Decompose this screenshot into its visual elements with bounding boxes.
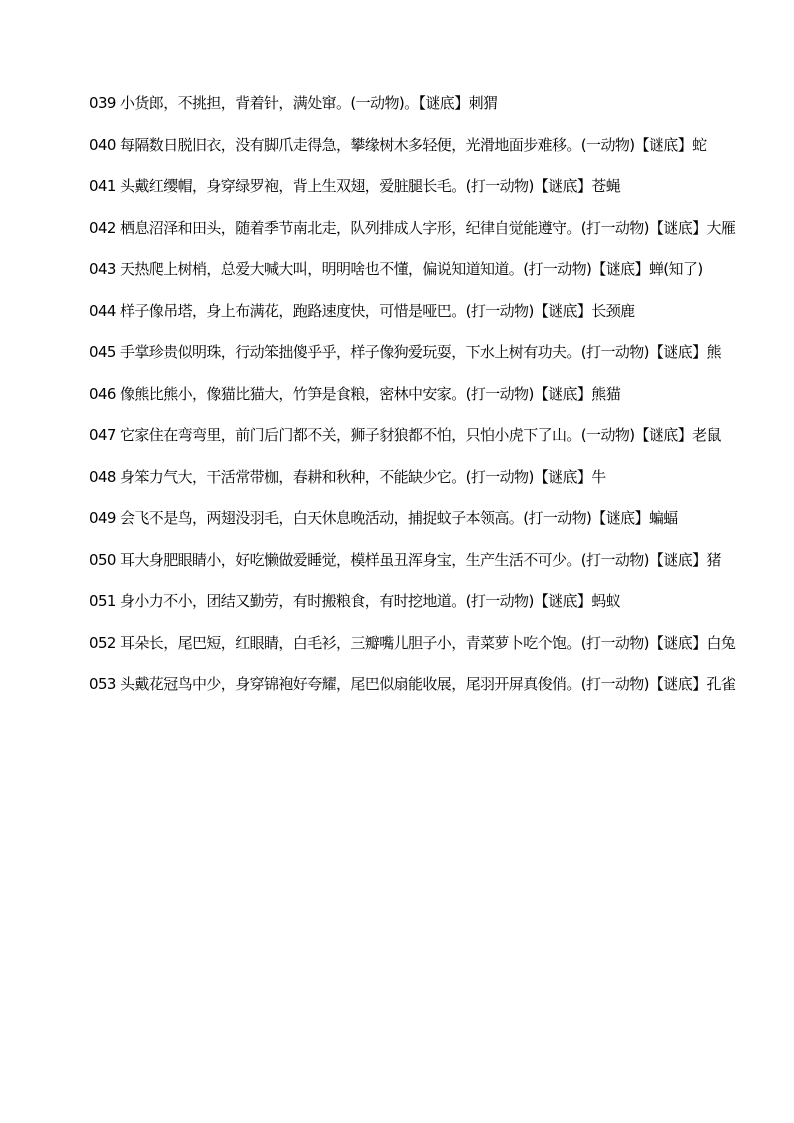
riddle-048 — [89, 457, 761, 499]
riddle-text: 045 手掌珍贵似明珠，行动笨拙傻乎乎，样子像狗爱玩耍，下水上树有功夫。(打一动物)【谜底】熊 — [89, 343, 721, 361]
riddle-050 — [89, 540, 761, 582]
riddle-042 — [89, 208, 761, 250]
riddle-047 — [89, 415, 761, 457]
riddle-049 — [89, 498, 761, 540]
riddle-text: 048 身笨力气大，干活常带枷，春耕和秋种，不能缺少它。(打一动物)【谜底】牛 — [89, 467, 606, 486]
riddle-text: 042 栖息沼泽和田头，随着季节南北走，队列排成人字形，纪律自觉能遵守。(打一动物)【谜底】大雁 — [89, 218, 736, 237]
riddle-text: 051 身小力不小，团结又勤劳，有时搬粮食，有时挖地道。(打一动物)【谜底】蚂蚁 — [89, 592, 621, 610]
riddle-041 — [89, 166, 761, 208]
riddle-text: 044 样子像吊塔，身上布满花，跑路速度快，可惜是哑巴。(打一动物)【谜底】长颈鹿 — [89, 301, 635, 320]
riddle-043 — [89, 249, 761, 291]
riddle-text: 050 耳大身肥眼睛小，好吃懒做爱睡觉，模样虽丑浑身宝，生产生活不可少。(打一动物)【谜底】猪 — [89, 550, 721, 569]
riddle-text: 052 耳朵长，尾巴短，红眼睛，白毛衫，三瓣嘴儿胆子小，青菜萝卜吃个饱。(打一动物)【谜底】白兔 — [89, 633, 736, 652]
riddle-text: 041 头戴红缨帽，身穿绿罗袍，背上生双翅，爱脏腿长毛。(打一动物)【谜底】苍蝇 — [89, 177, 621, 195]
riddle-053 — [89, 664, 761, 706]
riddle-text: 053 头戴花冠鸟中少，身穿锦袍好夸耀，尾巴似扇能收展，尾羽开屏真俊俏。(打一动物)【谜底】孔雀 — [89, 675, 736, 693]
riddle-text: 047 它家住在弯弯里，前门后门都不关，狮子豺狼都不怕，只怕小虎下了山。(一动物)【谜底】老鼠 — [89, 426, 721, 444]
riddle-text: 039 小货郎，不挑担，背着针，满处窜。(一动物)。【谜底】刺猬 — [89, 94, 498, 112]
riddle-044 — [89, 291, 761, 333]
riddle-051 — [89, 581, 761, 623]
riddle-045 — [89, 332, 761, 374]
riddle-text: 049 会飞不是鸟，两翅没羽毛，白天休息晚活动，捕捉蚊子本领高。(打一动物)【谜底】蝙蝠 — [89, 509, 678, 527]
riddle-text: 043 天热爬上树梢，总爱大喊大叫，明明啥也不懂，偏说知道知道。(打一动物)【谜底】蝉(知了) — [89, 260, 703, 278]
riddle-039 — [89, 83, 761, 125]
riddle-052 — [89, 623, 761, 665]
riddle-list — [89, 83, 761, 706]
riddle-text: 046 像熊比熊小，像猫比猫大，竹笋是食粮，密林中安家。(打一动物)【谜底】熊猫 — [89, 384, 621, 403]
riddle-text: 040 每隔数日脱旧衣，没有脚爪走得急，攀缘树木多轻便，光滑地面步难移。(一动物)【谜底】蛇 — [89, 135, 707, 154]
riddle-040 — [89, 125, 761, 167]
riddle-046 — [89, 374, 761, 416]
